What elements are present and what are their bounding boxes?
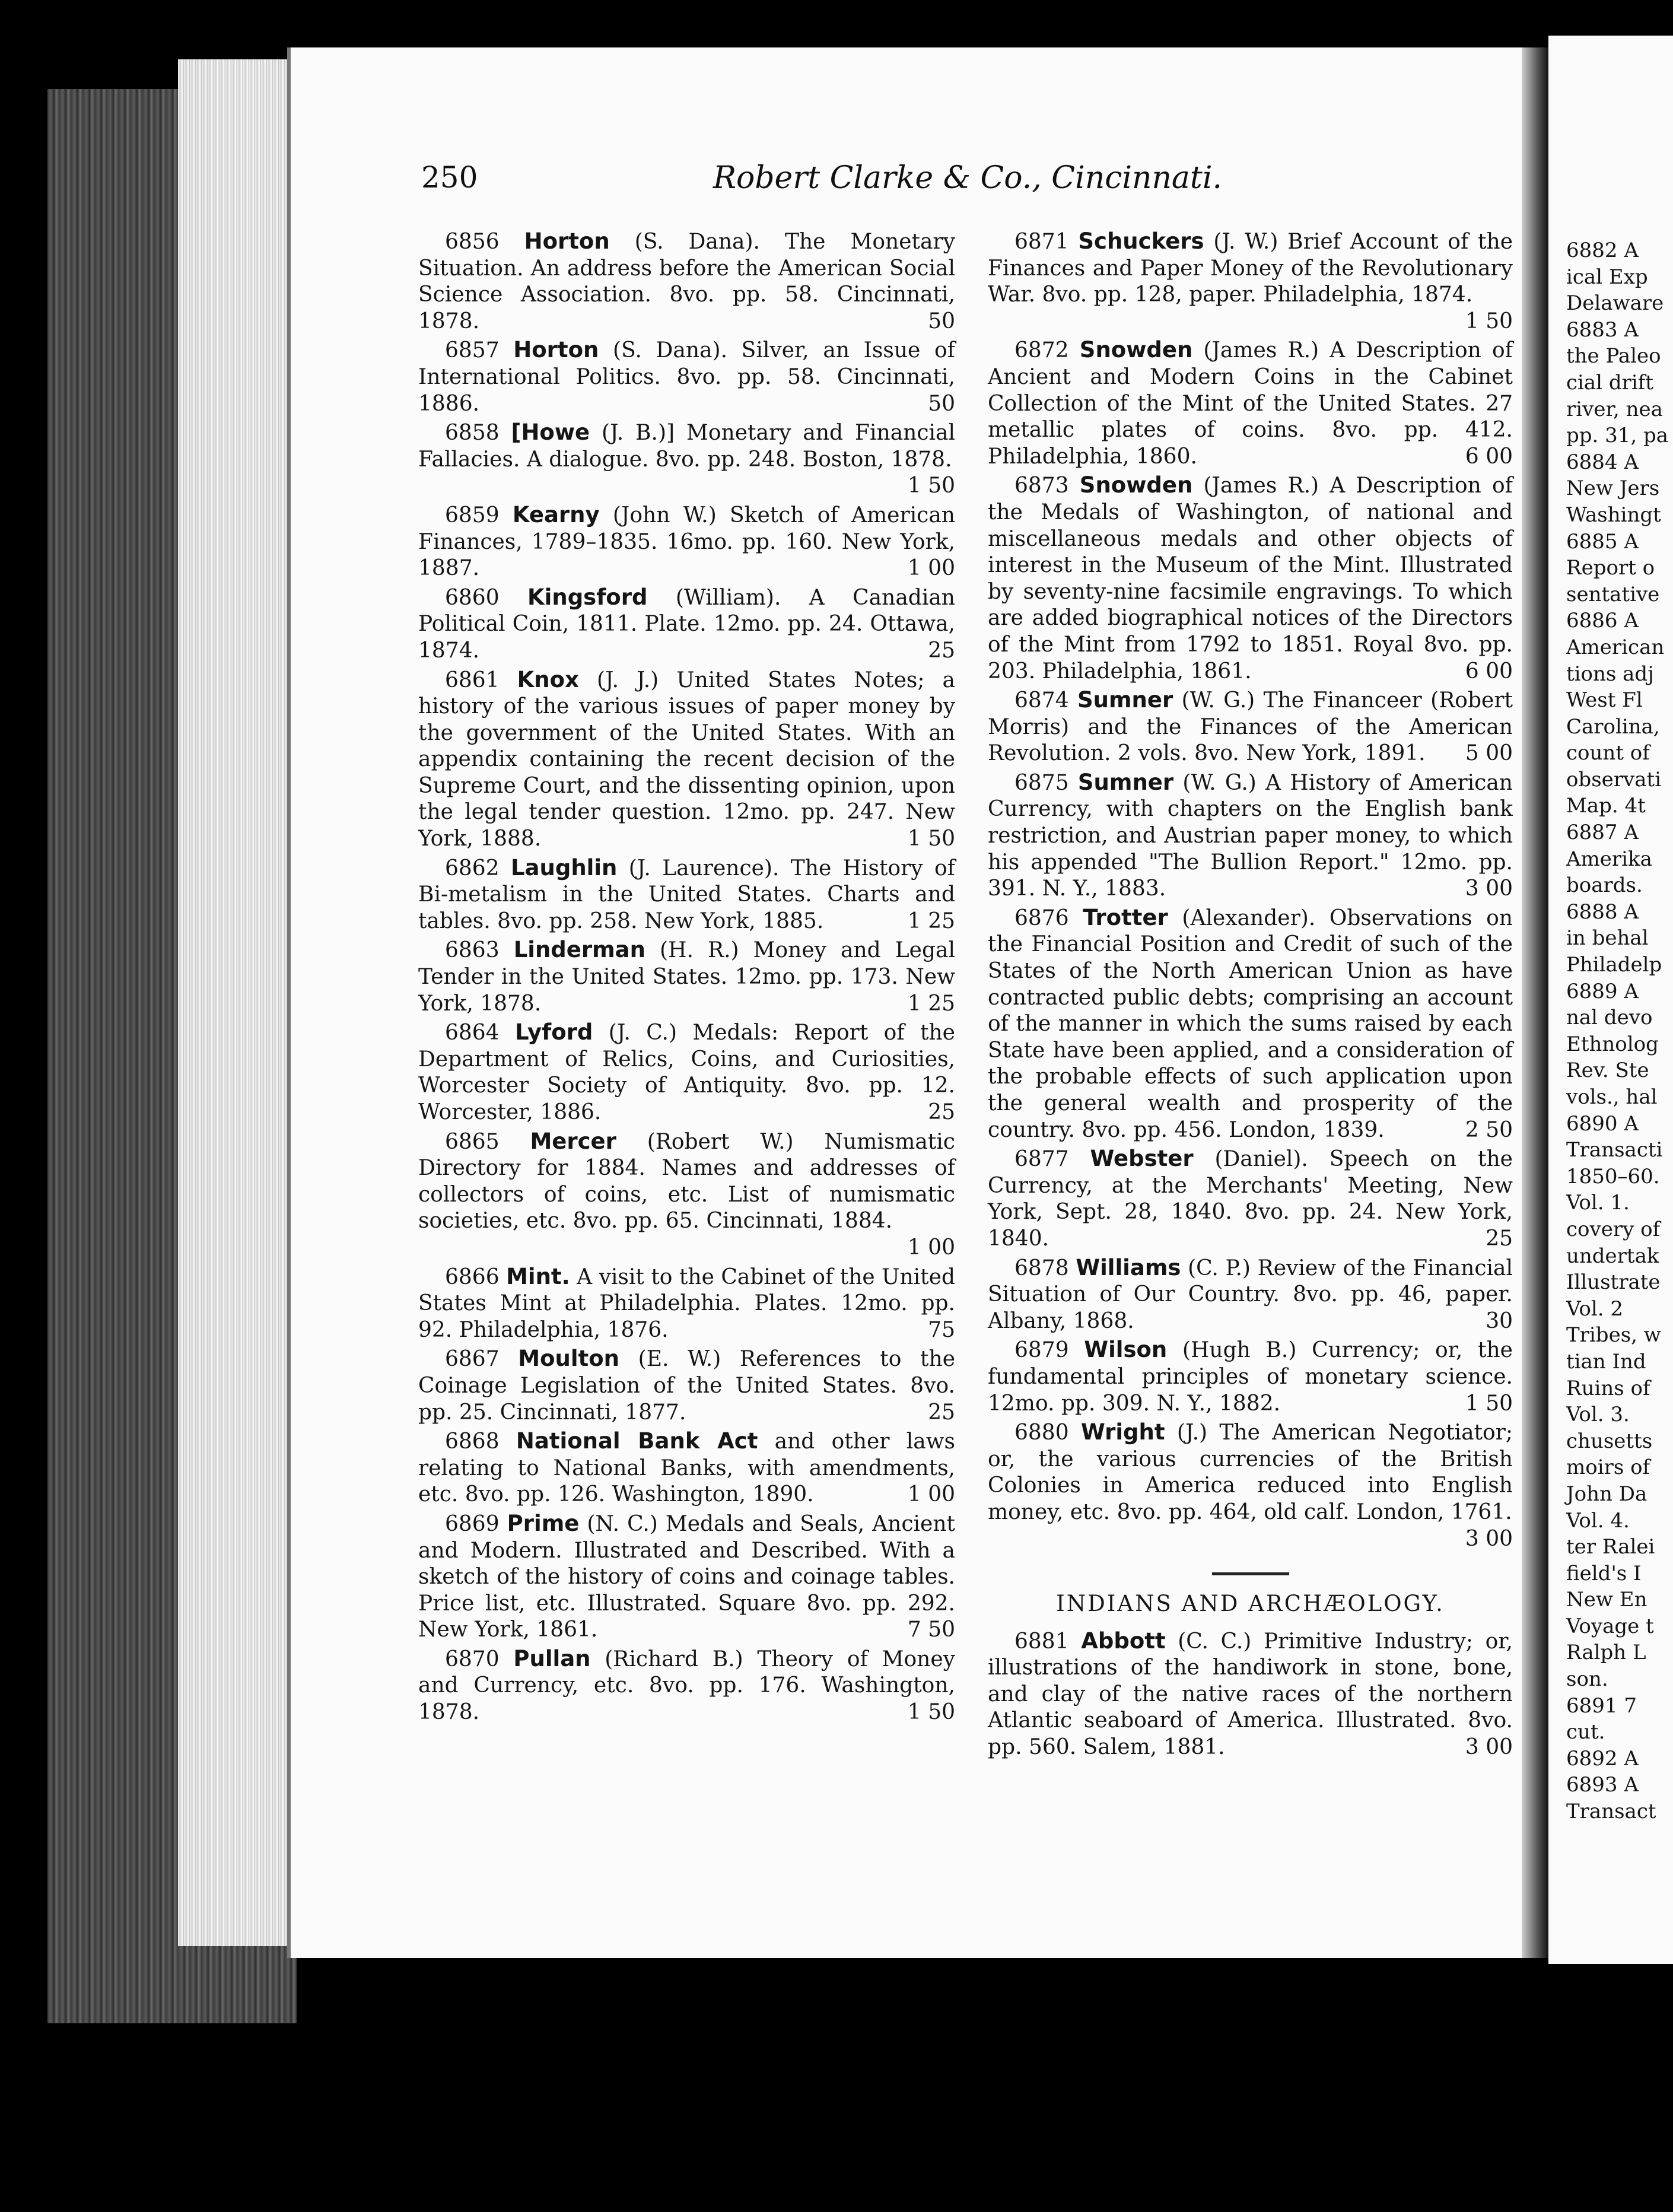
catalog-entry [418,1019,955,1126]
entry-description: and other laws relating to National Banks, with amendments, etc. 8vo. pp. 126. Washington, 1890. [418,1429,955,1507]
entry-price: 2 50 [1465,1117,1513,1142]
facing-page-line: Report o [1566,556,1655,580]
entry-price: 50 [928,309,955,333]
entry-number: 6864 [445,1021,500,1045]
left-column [418,228,955,1728]
entry-author: Wilson [1084,1337,1168,1363]
entry-author: Horton [524,228,610,254]
entry-price: 75 [928,1317,955,1342]
facing-page-line: undertak [1566,1244,1659,1268]
facing-page-line: son. [1566,1667,1608,1692]
entry-number: 6878 [1014,1256,1069,1280]
catalog-entry [418,1264,955,1344]
entry-description: (J. B.)] Monetary and Financial Fallacies. A dialogue. 8vo. pp. 248. Boston, 1878. [418,421,955,472]
facing-page-line: moirs of [1566,1455,1650,1480]
page-stack-edges [178,59,297,1946]
entry-author: Kingsford [527,584,648,610]
entry-author: Prime [507,1510,580,1536]
facing-page-line: 6890 A [1566,1111,1639,1136]
entry-price: 1 25 [907,991,955,1016]
catalog-entry [988,228,1513,335]
catalog-entry [418,1428,955,1508]
facing-page-line: 1850–60. [1566,1164,1660,1188]
entry-description: (J. W.) Brief Account of the Finances and Paper Money of the Revolutionary War. 8vo. pp. 128, paper. Philadelphia, 1874. [988,230,1513,307]
catalog-entry [418,584,955,665]
entry-author: Snowden [1079,472,1193,498]
entry-author: Williams [1076,1254,1181,1280]
entry-number: 6862 [445,856,500,881]
entry-number: 6867 [445,1347,500,1372]
entry-number: 6874 [1014,688,1069,713]
facing-page-line: 6892 A [1566,1746,1639,1771]
entry-price: 50 [928,391,955,416]
entry-author: Mercer [530,1128,616,1154]
facing-page-line: Delaware [1566,291,1664,316]
section-entries [988,1628,1513,1761]
facing-page-line: nal devo [1566,1006,1653,1030]
entry-number: 6861 [445,668,500,692]
catalog-entry [988,1628,1513,1761]
entry-number: 6856 [445,230,500,254]
entry-description: (Hugh B.) Currency; or, the fundamental principles of monetary science. 12mo. pp. 309. N. Y., 1882. [988,1338,1513,1416]
entry-description: (Daniel). Speech on the Currency, at the Merchants' Meeting, New York, Sept. 28, 1840. 8vo. pp. 24. New York, 1840. [988,1147,1513,1251]
facing-page-line: tions adj [1566,662,1654,686]
facing-page-line: 6888 A [1566,900,1639,924]
catalog-entry [418,1646,955,1726]
facing-page-line: 6884 A [1566,450,1639,474]
entry-price: 1 50 [907,473,955,498]
entry-number: 6866 [445,1264,500,1289]
facing-page-line: Philadelp [1566,953,1662,977]
catalog-entry [418,502,955,582]
entry-price: 25 [928,1100,955,1124]
catalog-entry [418,337,955,417]
entry-description: (J. J.) United States Notes; a history of the various issues of paper money by the government of the United States. With an appendix containing the recent decision of the Supreme Court, and the dissenting opinion, upon the legal tender question. 12mo. pp. 247. New York, 1888. [418,668,955,851]
facing-page-line: ter Ralei [1566,1535,1655,1559]
facing-page-line: Vol. 2 [1566,1296,1624,1321]
entry-number: 6873 [1014,473,1069,498]
entry-author: Lyford [514,1019,593,1045]
entry-number: 6871 [1014,230,1069,254]
facing-page-lines [1548,36,1673,1825]
facing-page-line: covery of [1566,1217,1661,1241]
facing-page-line: Rev. Ste [1566,1059,1649,1083]
entry-number: 6859 [445,503,500,527]
facing-page-line: New En [1566,1588,1647,1612]
entry-description: (E. W.) References to the Coinage Legislation of the United States. 8vo. pp. 25. Cincinnati, 1877. [418,1347,955,1425]
entry-number: 6869 [445,1511,500,1536]
entry-price: 3 00 [1465,876,1513,901]
entry-number: 6872 [1014,338,1069,363]
catalog-entry [988,1146,1513,1252]
entry-price: 1 50 [907,827,955,851]
entry-price: 25 [928,638,955,663]
running-head [421,160,1222,208]
facing-page-line: Amerika [1566,847,1652,871]
entry-author: Sumner [1077,687,1173,713]
entry-number: 6879 [1014,1338,1069,1363]
catalog-entry [418,1511,955,1644]
entry-number: 6860 [445,585,500,610]
facing-page-line: Voyage t [1566,1614,1654,1638]
facing-page-line: pp. 31, pa [1566,424,1669,448]
entry-author: Schuckers [1078,228,1204,254]
entry-price: 1 00 [907,1235,955,1260]
catalog-entry [988,472,1513,685]
entry-number: 6863 [445,938,500,963]
facing-page-line: Vol. 1. [1566,1191,1630,1215]
entry-description: A visit to the Cabinet of the United States Mint at Philadelphia. Plates. 12mo. pp. 92. Philadelphia, 1876. [418,1264,955,1342]
book-gutter [1522,47,1548,1958]
entry-number: 6880 [1014,1420,1069,1445]
entry-description: (N. C.) Medals and Seals, Ancient and Modern. Illustrated and Described. With a sketch of the history of coins and coinage tables. Price list, etc. Illustrated. Square 8vo. pp. 292. New York, 1861. [418,1511,955,1642]
right-column-entries [988,228,1513,1552]
entry-author: Knox [517,666,579,692]
entry-number: 6870 [445,1647,500,1671]
catalog-entry [418,1346,955,1426]
facing-page-line: 6893 A [1566,1773,1639,1797]
facing-page-line: in behal [1566,926,1649,951]
facing-page-line: river, nea [1566,397,1663,421]
entry-description: (James R.) A Description of the Medals of Washington, of national and miscellaneous medals and other objects of interest in the Museum of the Mint. Illustrated by seventy-nine facsimile engravings. To which are added biographical notices of the Directors of the Mint from 1792 to 1851. Royal 8vo. pp. 203. Philadelphia, 1861. [988,473,1513,684]
page-number: 250 [421,160,478,195]
entry-description: (James R.) A Description of Ancient and Modern Coins in the Cabinet Collection of the Mint of the United States. 27 metallic plates of coins. 8vo. pp. 412. Philadelphia, 1860. [988,338,1513,469]
facing-page-line: Transact [1566,1800,1656,1824]
facing-page-line: Map. 4t [1566,794,1646,818]
entry-price: 25 [928,1400,955,1425]
entry-description: (John W.) Sketch of American Finances, 1789–1835. 16mo. pp. 160. New York, 1887. [418,503,955,581]
entry-description: (Richard B.) Theory of Money and Currency, etc. 8vo. pp. 176. Washington, 1878. [418,1647,955,1725]
entry-author: [Howe [511,419,590,446]
catalog-entry [988,1419,1513,1552]
facing-page-fragment [1548,36,1673,1964]
entry-price: 1 50 [1465,1391,1513,1416]
facing-page-line: Vol. 3. [1566,1403,1630,1427]
entry-author: Snowden [1079,337,1193,363]
page-title: Robert Clarke & Co., Cincinnati. [713,160,1222,196]
entry-price: 25 [1486,1226,1513,1251]
entry-author: Wright [1080,1419,1165,1445]
facing-page-line: chusetts [1566,1429,1653,1453]
facing-page-line: Vol. 4. [1566,1508,1630,1533]
entry-price: 1 50 [1465,309,1513,333]
facing-page-line: ical Exp [1566,265,1648,289]
catalog-entry [418,228,955,335]
catalog-entry [988,337,1513,470]
entry-number: 6876 [1014,905,1069,930]
entry-description: (C. P.) Review of the Financial Situation of Our Country. 8vo. pp. 46, paper. Albany, 1868. [988,1256,1513,1333]
facing-page-line: 6885 A [1566,529,1639,554]
facing-page-line: tian Ind [1566,1349,1646,1374]
catalog-entry [418,855,955,935]
facing-page-line: 6883 A [1566,317,1639,342]
facing-page-line: West Fl [1566,688,1643,713]
entry-description: (J. Laurence). The History of Bi-metalism in the United States. Charts and tables. 8vo. pp. 258. New York, 1885. [418,856,955,933]
entry-description: (William). A Canadian Political Coin, 1811. Plate. 12mo. pp. 24. Ottawa, 1874. [418,585,955,663]
facing-page-line: Ethnolog [1566,1032,1659,1056]
facing-page-line: 6886 A [1566,609,1639,633]
entry-price: 3 00 [1465,1526,1513,1551]
entry-description: (C. C.) Primitive Industry; or, illustrations of the handiwork in stone, bone, and clay of the native races of the northern Atlantic seaboard of America. Illustrated. 8vo. pp. 560. Salem, 1881. [988,1629,1513,1760]
entry-number: 6881 [1014,1629,1069,1654]
facing-page-line: Carolina, [1566,714,1660,739]
catalog-entry [988,1337,1513,1417]
entry-description: (J.) The American Negotiator; or, the various currencies of the British Colonies in America reduced into English money, etc. 8vo. pp. 464, old calf. London, 1761. [988,1420,1513,1524]
facing-page-line: 6882 A [1566,239,1639,262]
entry-description: (H. R.) Money and Legal Tender in the United States. 12mo. pp. 173. New York, 1878. [418,938,956,1016]
catalog-entry [418,937,955,1017]
entry-number: 6877 [1014,1147,1069,1172]
facing-page-line: observati [1566,767,1662,792]
entry-price: 5 00 [1465,741,1513,766]
entry-author: Horton [513,337,599,363]
entry-price: 6 00 [1465,444,1513,469]
entry-author: Sumner [1077,769,1174,795]
catalog-entry [418,1129,955,1261]
facing-page-line: Washingt [1566,503,1661,527]
right-column [988,228,1513,1763]
entry-number: 6857 [445,338,500,363]
facing-page-line: Transacti [1566,1138,1663,1162]
entry-description: (J. C.) Medals: Report of the Department of Relics, Coins, and Curiosities, Worcester Society of Antiquity. 8vo. pp. 12. Worcester, 1886. [418,1021,955,1124]
facing-page-line: New Jers [1566,476,1660,501]
entry-description: (Robert W.) Numismatic Directory for 1884. Names and addresses of collectors of coins, etc. List of numismatic societies, etc. 8vo. pp. 65. Cincinnati, 1884. [418,1129,955,1234]
entry-price: 3 00 [1465,1735,1513,1760]
facing-page-line: Tribes, w [1566,1323,1661,1347]
entry-author: Linderman [513,937,645,963]
entry-author: Kearny [512,501,600,527]
entry-author: Pullan [513,1645,591,1671]
entry-description: (S. Dana). Silver, an Issue of International Politics. 8vo. pp. 58. Cincinnati, 1886. [418,338,955,416]
entry-author: Moulton [518,1346,619,1372]
entry-author: National Bank Act [516,1428,758,1454]
facing-page-line: vols., hal [1566,1085,1658,1109]
catalog-entry [988,905,1513,1143]
facing-page-line: Ralph L [1566,1641,1646,1665]
catalog-entry [988,687,1513,767]
entry-author: Abbott [1081,1628,1166,1654]
entry-price: 1 50 [907,1700,955,1725]
facing-page-line: cut. [1566,1720,1605,1744]
facing-page-line: boards. [1566,873,1643,898]
facing-page-line: the Paleo [1566,344,1661,368]
entry-author: Webster [1090,1146,1194,1172]
entry-number: 6868 [445,1429,500,1454]
facing-page-line: American [1566,635,1665,659]
entry-description: (W. G.) The Financeer (Robert Morris) and the Finances of the American Revolution. 2 vols. 8vo. New York, 1891. [988,688,1513,766]
catalog-entry [988,770,1513,902]
facing-page-line: 6887 A [1566,821,1639,845]
entry-price: 6 00 [1465,659,1513,684]
facing-page-line: Ruins of [1566,1376,1650,1400]
entry-author: Trotter [1083,904,1168,930]
section-heading: INDIANS AND ARCHÆOLOGY. [1056,1591,1445,1617]
entry-description: (Alexander). Observations on the Financial Position and Credit of such of the States of the North American Union as have contracted public debts; comprising an account of the manner in which the sums raised by each State have been applied, and a consideration of the probable effects of such application upon the general wealth and prosperity of the country. 8vo. pp. 456. London, 1839. [988,905,1513,1142]
facing-page-line: field's I [1566,1561,1642,1585]
facing-page-line: cial drift [1566,370,1654,395]
facing-page-line: Illustrate [1566,1270,1661,1295]
entry-price: 1 00 [907,556,955,581]
section-rule [1212,1572,1289,1575]
entry-price: 30 [1486,1308,1513,1333]
facing-page-line: sentative [1566,582,1660,606]
catalog-entry [988,1255,1513,1335]
facing-page-line: 6889 A [1566,979,1639,1003]
entry-price: 1 25 [907,908,955,933]
entry-author: Mint. [506,1263,570,1289]
entry-number: 6858 [445,421,500,446]
facing-page-line: 6891 7 [1566,1693,1637,1718]
entry-number: 6865 [445,1129,500,1154]
catalog-entry [418,419,955,500]
entry-number: 6875 [1014,770,1069,795]
entry-price: 7 50 [907,1617,955,1642]
catalog-entry [418,667,955,853]
facing-page-line: count of [1566,741,1650,765]
entry-price: 1 00 [907,1482,955,1507]
entry-description: (W. G.) A History of American Currency, with chapters on the English bank restriction, and Austrian paper money, to which his appended "The Bullion Report." 12mo. pp. 391. N. Y., 1883. [988,770,1513,901]
entry-description: (S. Dana). The Monetary Situation. An address before the American Social Science Association. 8vo. pp. 58. Cincinnati, 1878. [418,230,955,333]
entry-author: Laughlin [510,854,618,881]
facing-page-line: John Da [1566,1482,1647,1506]
